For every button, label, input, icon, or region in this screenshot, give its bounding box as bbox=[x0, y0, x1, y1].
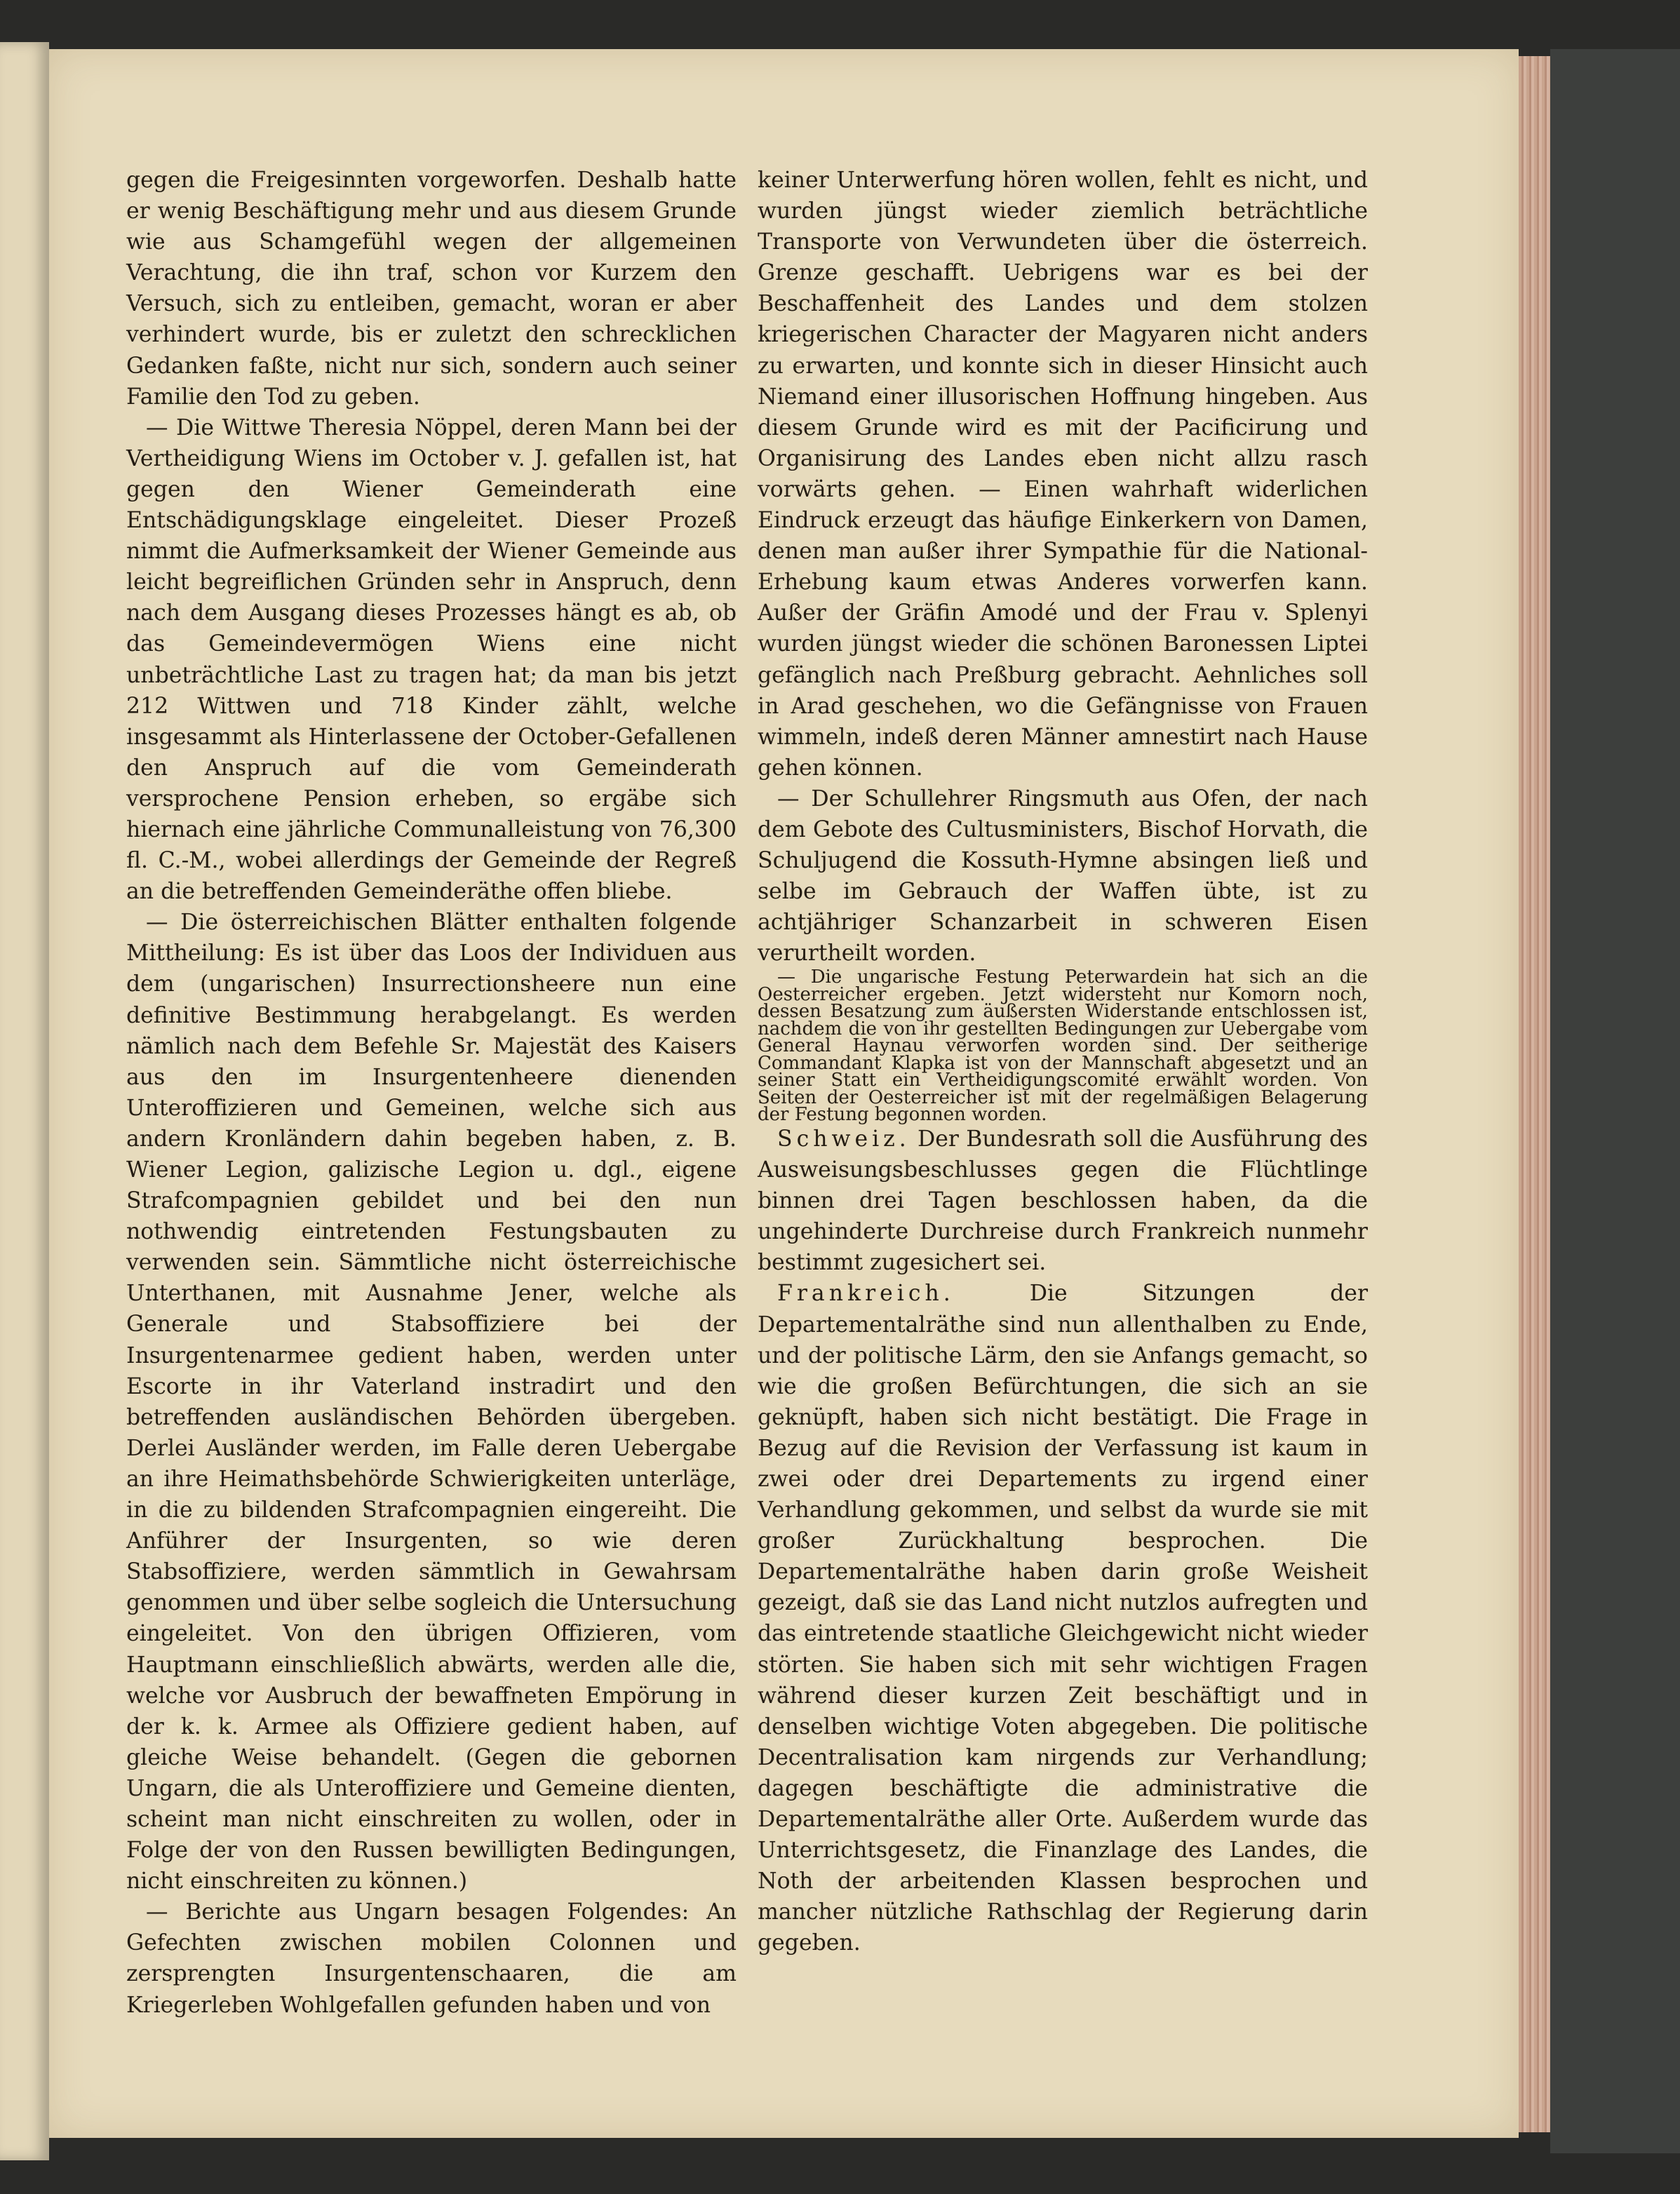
right-column bbox=[758, 165, 1368, 1958]
paragraph: keiner Unterwerfung hören wollen, fehlt es nicht, und wurden jüngst wieder ziemlich beträchtliche Transporte von Verwundeten über die österreich. Grenze geschafft. Uebrigens war es bei der Beschaffenheit des Landes und dem stolzen kriegerischen Character der Magyaren nicht anders zu erwarten, und konnte sich in dieser Hinsicht auch Niemand einer illusorischen Hoffnung hingeben. Aus diesem Grunde wird es mit der Pacificirung und Organisirung des Landes eben nicht allzu rasch vorwärts gehen. — Einen wahrhaft widerlichen Eindruck erzeugt das häufige Einkerkern von Damen, denen man außer ihrer Sympathie für die National-Erhebung kaum etwas Anderes vorwerfen kann. Außer der Gräfin Amodé und der Frau v. Splenyi wurden jüngst wieder die schönen Baronessen Liptei gefänglich nach Preßburg gebracht. Aehnliches soll in Arad geschehen, wo die Gefängnisse von Frauen wimmeln, indeß deren Männer amnestirt nach Hause gehen können. bbox=[758, 168, 1368, 781]
left-column bbox=[126, 165, 737, 2021]
paragraph: — Berichte aus Ungarn besagen Folgendes: An Gefechten zwischen mobilen Colonnen und zersprengten Insurgentenschaaren, die am Kriegerleben Wohlgefallen gefunden haben und von bbox=[126, 1899, 737, 2018]
page-block-edge bbox=[1519, 56, 1550, 2132]
book-cover bbox=[1550, 49, 1680, 2153]
section-heading-switzerland: Schweiz. bbox=[777, 1126, 910, 1152]
paragraph-body: Die Sitzungen der Departementalräthe sind nun allenthalben zu Ende, und der politische Lärm, den sie Anfangs gemacht, so wie die großen Befürchtungen, die sich an sie geknüpft, haben sich nicht bestätigt. Die Frage in Bezug auf die Revision der Verfassung ist kaum in zwei oder drei Departements zu irgend einer Verhandlung gekommen, und selbst da wurde sie mit großer Zurückhaltung besprochen. Die Departementalräthe haben darin große Weisheit gezeigt, daß sie das Land nicht nutzlos aufregten und das eintretende staatliche Gleichgewicht nicht wieder störten. Sie haben sich mit sehr wichtigen Fragen während dieser kurzen Zeit beschäftigt und in denselben wichtige Voten abgegeben. Die politische Decentralisation kam nirgends zur Verhandlung; dagegen beschäftigte die administrative die Departementalräthe aller Orte. Außerdem wurde das Unterrichtsgesetz, die Finanzlage des Landes, die Noth der arbeitenden Klassen besprochen und mancher nützliche Rathschlag der Regierung darin gegeben. bbox=[758, 1281, 1368, 1956]
paragraph: — Die Wittwe Theresia Nöppel, deren Mann bei der Vertheidigung Wiens im October v. J. gefallen ist, hat gegen den Wiener Gemeinderath eine Entschädigungsklage eingeleitet. Dieser Prozeß nimmt die Aufmerksamkeit der Wiener Gemeinde aus leicht begreiflichen Gründen sehr in Anspruch, denn nach dem Ausgang dieses Prozesses hängt es ab, ob das Gemeindevermögen Wiens eine nicht unbeträchtliche Last zu tragen hat; da man bis jetzt 212 Wittwen und 718 Kinder zählt, welche insgesammt als Hinterlassene der October-Gefallenen den Anspruch auf die vom Gemeinderath versprochene Pension erheben, so ergäbe sich hiernach eine jährliche Communalleistung von 76,300 fl. C.-M., wobei allerdings der Gemeinde der Regreß an die betreffenden Gemeinderäthe offen bliebe. bbox=[126, 415, 737, 905]
section-heading-france: Frankreich. bbox=[777, 1281, 955, 1307]
paragraph-switzerland bbox=[758, 1124, 1368, 1278]
facing-page-edge bbox=[0, 42, 49, 2160]
paragraph: gegen die Freigesinnten vorgeworfen. Deshalb hatte er wenig Beschäftigung mehr und aus diesem Grunde wie aus Schamgefühl wegen der allgemeinen Verachtung, die ihn traf, schon vor Kurzem den Versuch, sich zu entleiben, gemacht, woran er aber verhindert wurde, bis er zuletzt den schrecklichen Gedanken faßte, nicht nur sich, sondern auch seiner Familie den Tod zu geben. bbox=[126, 168, 737, 410]
paragraph-france bbox=[758, 1278, 1368, 1958]
paragraph: — Die österreichischen Blätter enthalten folgende Mittheilung: Es ist über das Loos der Individuen aus dem (ungarischen) Insurrectionsheere nun eine definitive Bestimmung herabgelangt. Es werden nämlich nach dem Befehle Sr. Majestät des Kaisers aus den im Insurgentenheere dienenden Unteroffizieren und Gemeinen, welche sich aus andern Kronländern dahin begeben haben, z. B. Wiener Legion, galizische Legion u. dgl., eigene Strafcompagnien gebildet und bei den nun nothwendig eintretenden Festungsbauten zu verwenden sein. Sämmtliche nicht österreichische Unterthanen, mit Ausnahme Jener, welche als Generale und Stabsoffiziere bei der Insurgentenarmee gedient haben, werden unter Escorte in ihr Vaterland instradirt und den betreffenden ausländischen Behörden übergeben. Derlei Ausländer werden, im Falle deren Uebergabe an ihre Heimathsbehörde Schwierigkeiten unterläge, in die zu bildenden Strafcompagnien eingereiht. Die Anführer der Insurgenten, so wie deren Stabsoffiziere, werden sämmtlich in Gewahrsam genommen und über selbe sogleich die Untersuchung eingeleitet. Von den übrigen Offizieren, vom Hauptmann einschließlich abwärts, werden alle die, welche vor Ausbruch der bewaffneten Empörung in der k. k. Armee als Offiziere gedient haben, auf gleiche Weise behandelt. (Gegen die gebornen Ungarn, die als Unteroffiziere und Gemeine dienten, scheint man nicht einschreiten zu wollen, oder in Folge der von den Russen bewilligten Bedingungen, nicht einschreiten zu können.) bbox=[126, 910, 737, 1894]
small-print-paragraph: — Die ungarische Festung Peterwardein hat sich an die Oesterreicher ergeben. Jetzt widersteht nur Komorn noch, dessen Besatzung zum äußersten Widerstande entschlossen ist, nachdem die von ihr gestellten Bedingungen zur Uebergabe vom General Haynau verworfen worden sind. Der seitherige Commandant Klapka ist von der Mannschaft abgesetzt und an seiner Statt ein Vertheidigungscomité erwählt worden. Von Seiten der Oesterreicher ist mit der regelmäßigen Belagerung der Festung begonnen worden. bbox=[758, 967, 1368, 1126]
paragraph-body: Der Bundesrath soll die Ausführung des Ausweisungsbeschlusses gegen die Flüchtlinge binnen drei Tagen beschlossen haben, da die ungehinderte Durchreise durch Frankreich nunmehr bestimmt zugesichert sei. bbox=[758, 1126, 1368, 1276]
paragraph: — Der Schullehrer Ringsmuth aus Ofen, der nach dem Gebote des Cultusministers, Bischof Horvath, die Schuljugend die Kossuth-Hymne absingen ließ und selbe im Gebrauch der Waffen übte, ist zu achtjähriger Schanzarbeit in schweren Eisen verurtheilt worden. bbox=[758, 786, 1368, 967]
